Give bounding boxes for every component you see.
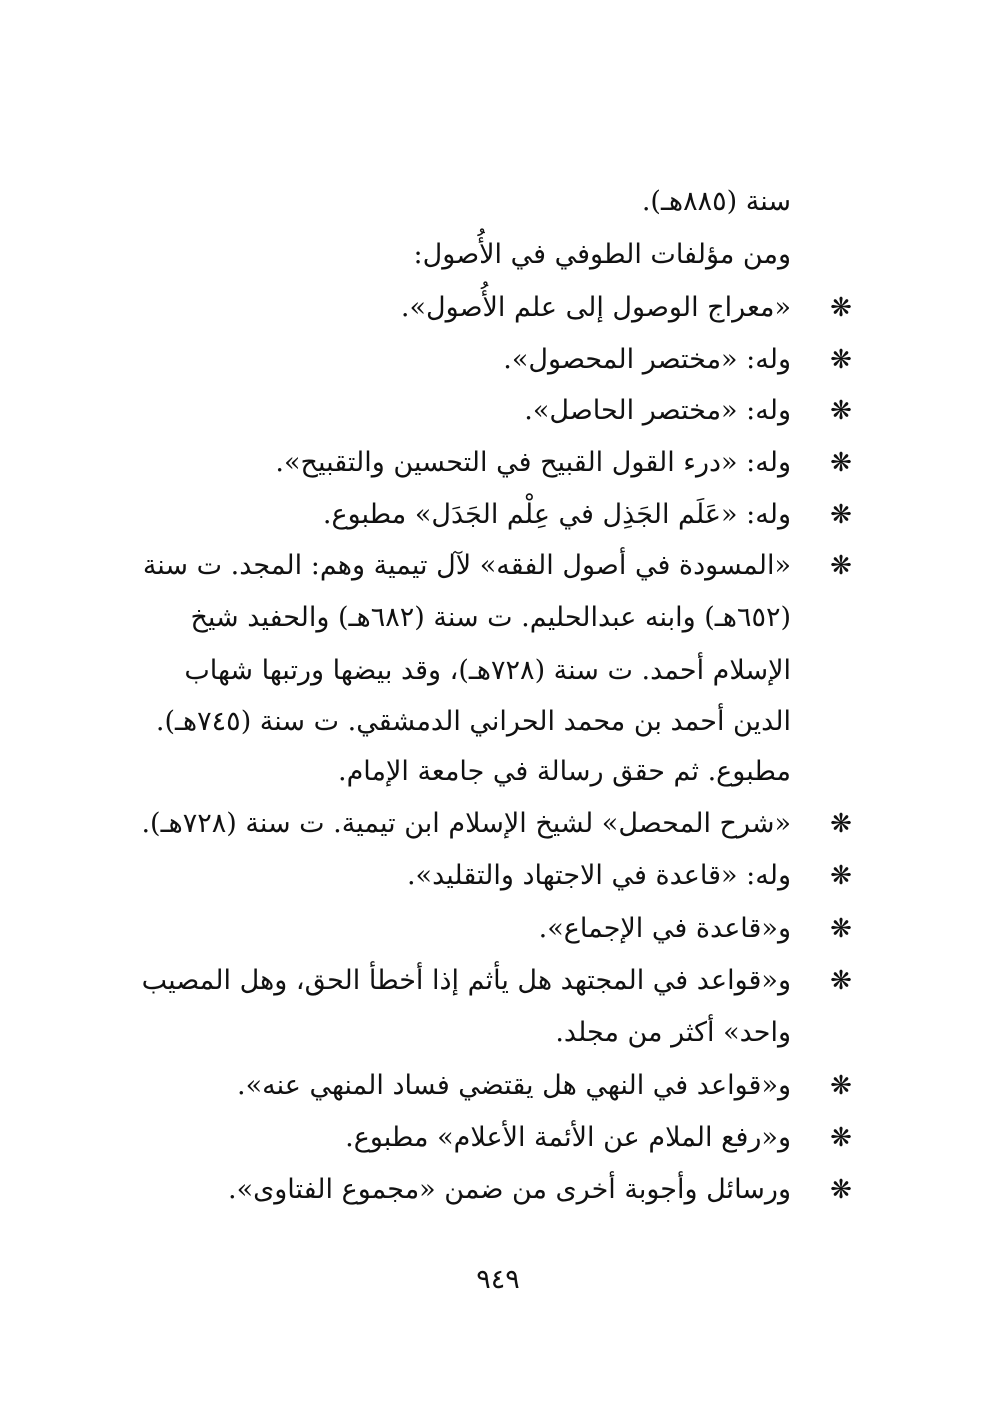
intro-line-1: سنة (٨٨٥هـ). bbox=[641, 186, 791, 217]
bullet-icon: ❋ bbox=[830, 861, 852, 891]
list-item-line: و«رفع الملام عن الأئمة الأعلام» مطبوع. bbox=[345, 1122, 791, 1153]
list-item-line: «شرح المحصل» لشيخ الإسلام ابن تيمية. ت سنة (٧٢٨هـ). bbox=[141, 808, 791, 839]
bullet-icon: ❋ bbox=[830, 1175, 852, 1205]
bullet-icon: ❋ bbox=[830, 914, 852, 944]
bullet-icon: ❋ bbox=[830, 396, 852, 426]
list-item-line: وله: «درء القول القبيح في التحسين والتقبيح». bbox=[275, 447, 791, 478]
list-item-line: وله: «عَلَم الجَذِل في عِلْم الجَدَل» مطبوع. bbox=[322, 499, 791, 530]
bullet-icon: ❋ bbox=[830, 448, 852, 478]
intro-heading: ومن مؤلفات الطوفي في الأُصول: bbox=[413, 239, 791, 270]
list-item-line: و«قاعدة في الإجماع». bbox=[538, 913, 791, 944]
list-item-line: وله: «قاعدة في الاجتهاد والتقليد». bbox=[406, 860, 791, 891]
bullet-icon: ❋ bbox=[830, 1071, 852, 1101]
bullet-icon: ❋ bbox=[830, 966, 852, 996]
list-item-line: وله: «مختصر المحصول». bbox=[503, 344, 791, 375]
list-item-line: ورسائل وأجوبة أخرى من ضمن «مجموع الفتاوى». bbox=[228, 1174, 791, 1205]
list-item-line: وله: «مختصر الحاصل». bbox=[524, 395, 791, 426]
list-item-line: «معراج الوصول إلى علم الأُصول». bbox=[400, 292, 791, 323]
bullet-icon: ❋ bbox=[830, 345, 852, 375]
list-item-line: (٦٥٢هـ) وابنه عبدالحليم. ت سنة (٦٨٢هـ) والحفيد شيخ bbox=[190, 602, 791, 633]
bullet-icon: ❋ bbox=[830, 551, 852, 581]
bullet-icon: ❋ bbox=[830, 293, 852, 323]
list-item-line: مطبوع. ثم حقق رسالة في جامعة الإمام. bbox=[337, 756, 791, 787]
bullet-icon: ❋ bbox=[830, 809, 852, 839]
list-item-line: الدين أحمد بن محمد الحراني الدمشقي. ت سنة (٧٤٥هـ). bbox=[155, 706, 791, 737]
bullet-icon: ❋ bbox=[830, 1123, 852, 1153]
list-item-line: واحد» أكثر من مجلد. bbox=[555, 1017, 791, 1048]
bullet-icon: ❋ bbox=[830, 500, 852, 530]
list-item-line: «المسودة في أصول الفقه» لآل تيمية وهم: المجد. ت سنة bbox=[142, 550, 791, 581]
list-item-line: و«قواعد في المجتهد هل يأثم إذا أخطأ الحق، وهل المصيب bbox=[141, 965, 791, 996]
page-number: ٩٤٩ bbox=[476, 1264, 520, 1295]
list-item-line: الإسلام أحمد. ت سنة (٧٢٨هـ)، وقد بيضها ورتبها شهاب bbox=[184, 655, 791, 686]
list-item-line: و«قواعد في النهي هل يقتضي فساد المنهي عنه». bbox=[237, 1070, 791, 1101]
